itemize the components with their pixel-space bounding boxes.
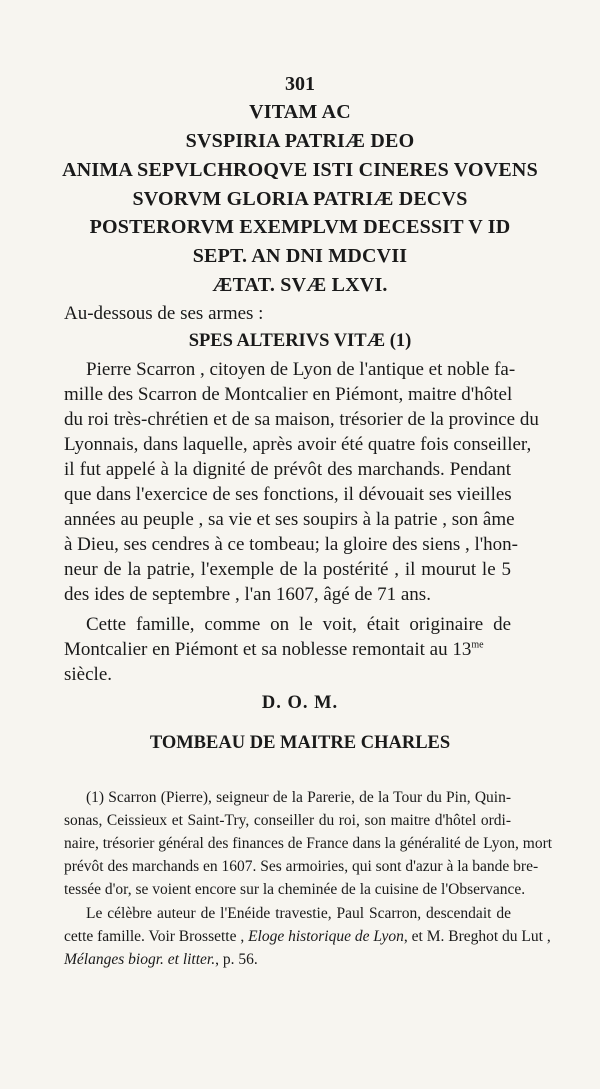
motto: SPES ALTERIVS VITÆ (1): [188, 331, 412, 351]
paragraph-text: Montcalier en Piémont et sa noblesse remontait au 13: [64, 639, 472, 660]
paragraph-line: à Dieu, ses cendres à ce tombeau; la gloire des siens , l'hon-: [64, 534, 518, 555]
inscription-line: ANIMA SEPVLCHROQVE ISTI CINERES VOVENS: [62, 159, 538, 181]
paragraph-line: il fut appelé à la dignité de prévôt des marchands. Pendant: [64, 459, 511, 480]
dom-heading: D. O. M.: [261, 693, 339, 713]
footnote-title-italic: Eloge historique de Lyon: [248, 928, 404, 945]
inscription-line: POSTERORVM EXEMPLVM DECESSIT V ID: [89, 216, 511, 238]
arms-label: Au-dessous de ses armes :: [64, 303, 264, 324]
footnote-line: sonas, Ceissieux et Saint-Try, conseiller du roi, son maitre d'hôtel ordi-: [64, 812, 511, 829]
paragraph-line: neur de la patrie, l'exemple de la postérité , il mourut le 5: [64, 559, 511, 580]
paragraph-line: [64, 639, 511, 661]
paragraph-line: siècle.: [64, 664, 113, 685]
paragraph-line: Lyonnais, dans laquelle, après avoir été quatre fois conseiller,: [64, 434, 532, 455]
footnote-line: tessée d'or, se voient encore sur la cheminée de la cuisine de l'Observance.: [64, 881, 526, 898]
page-number: 301: [285, 73, 315, 95]
footnote-line: (1) Scarron (Pierre), seigneur de la Parerie, de la Tour du Pin, Quin-: [86, 789, 511, 806]
footnote-line: naire, trésorier général des finances de France dans la généralité de Lyon, mort: [64, 835, 553, 852]
footnote-line: [64, 928, 551, 946]
footnote-line: prévôt des marchands en 1607. Ses armoiries, qui sont d'azur à la bande bre-: [64, 858, 539, 875]
paragraph-line: Pierre Scarron , citoyen de Lyon de l'antique et noble fa-: [86, 359, 516, 380]
paragraph-line: Cette famille, comme on le voit, était originaire de: [86, 614, 511, 635]
paragraph-line: du roi très-chrétien et de sa maison, trésorier de la province du: [64, 409, 539, 430]
ordinal-superscript: me: [471, 639, 484, 651]
inscription-line: SEPT. AN DNI MDCVII: [192, 245, 408, 267]
paragraph-line: mille des Scarron de Montcalier en Piémont, maitre d'hôtel: [64, 384, 513, 405]
footnote-title-italic: Mélanges biogr. et litter.: [64, 951, 216, 968]
footnote-text: , et M. Breghot du Lut ,: [403, 928, 551, 945]
inscription-line: SVORVM GLORIA PATRIÆ DECVS: [132, 188, 468, 210]
footnote-line: [64, 951, 511, 969]
inscription-line: SVSPIRIA PATRIÆ DEO: [185, 130, 415, 152]
paragraph-line: que dans l'exercice de ses fonctions, il dévouait ses vieilles: [64, 484, 512, 505]
footnote-text: , p. 56.: [215, 951, 258, 968]
paragraph-line: années au peuple , sa vie et ses soupirs à la patrie , son âme: [64, 509, 515, 530]
inscription-line: VITAM AC: [249, 101, 351, 123]
footnote-text: cette famille. Voir Brossette ,: [64, 928, 245, 945]
footnote-line: Le célèbre auteur de l'Enéide travestie, Paul Scarron, descendait de: [86, 905, 511, 922]
paragraph-line: des ides de septembre , l'an 1607, âgé de 71 ans.: [64, 584, 431, 605]
inscription-line: ÆTAT. SVÆ LXVI.: [212, 274, 388, 296]
tomb-heading: TOMBEAU DE MAITRE CHARLES: [149, 733, 451, 753]
